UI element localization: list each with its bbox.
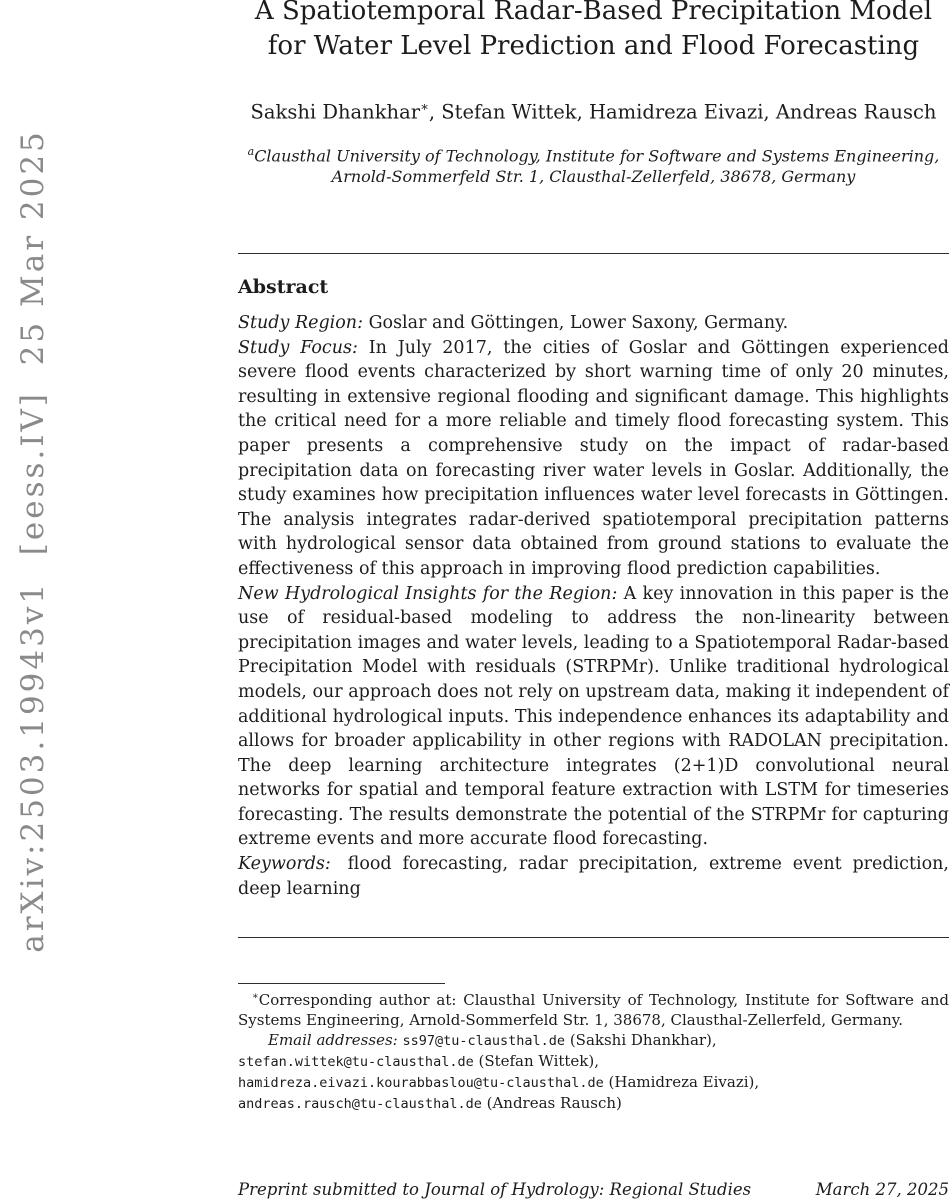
abstract-new-insights <box>238 582 949 853</box>
study-focus-label: Study Focus: <box>238 337 358 358</box>
study-region-label: Study Region: <box>238 313 363 333</box>
divider-bottom <box>238 937 949 938</box>
email-address: hamidreza.eivazi.kourabbaslou@tu-clausthal.de <box>238 1075 604 1091</box>
footnote-mark: ∗ <box>252 991 259 1002</box>
author-corresponding-mark: ∗ <box>420 100 429 115</box>
email-address: andreas.rausch@tu-clausthal.de <box>238 1096 482 1112</box>
page-footer <box>238 1180 949 1199</box>
paper-title: A Spatiotemporal Radar-Based Precipitation Model for Water Level Prediction and Flood Forecasting <box>254 0 933 61</box>
footer-date: March 27, 2025 <box>815 1180 949 1199</box>
abstract-study-focus <box>238 336 949 582</box>
affiliation <box>238 142 949 187</box>
corresponding-author-note <box>238 987 949 1030</box>
new-insights-label: New Hydrological Insights for the Region: <box>238 583 618 604</box>
authors-line <box>238 100 949 124</box>
keywords-line <box>238 852 949 901</box>
footnote-rule <box>238 983 445 984</box>
study-region-text: Goslar and Göttingen, Lower Saxony, Germany. <box>368 313 789 333</box>
email-addresses-label: Email addresses: <box>268 1031 398 1049</box>
affiliation-mark: a <box>247 145 255 158</box>
keywords-label: Keywords: <box>238 854 331 875</box>
footnote-block <box>238 987 949 1114</box>
paper-content-column <box>238 0 949 1200</box>
affiliation-text: Clausthal University of Technology, Institute for Software and Systems Engineering, Arnold-Sommerfeld Str. 1, Clausthal-Zellerfeld, 38678, Germany <box>254 146 940 186</box>
study-focus-text: In July 2017, the cities of Goslar and Göttingen experienced severe flood events characterized by short warning time of only 20 minutes, resulting in extensive regional flooding and significant damage. This highlights the critical need for a more reliable and timely flood forecasting system. This paper presents a comprehensive study on the impact of radar-based precipitation data on forecasting river water levels in Goslar. Additionally, the study examines how precipitation influences water level forecasts in Göttingen. The analysis integrates radar-derived spatiotemporal precipitation patterns with hydrological sensor data obtained from ground stations to evaluate the effectiveness of this approach in improving flood prediction capabilities. <box>238 337 949 579</box>
abstract-heading: Abstract <box>238 276 329 298</box>
email-owner: (Andreas Rausch) <box>481 1094 622 1112</box>
email-line <box>238 1093 949 1114</box>
email-owner: (Sakshi Dhankhar), <box>565 1031 717 1049</box>
email-line <box>238 1051 949 1072</box>
divider-top <box>238 253 949 254</box>
email-address: ss97@tu-clausthal.de <box>402 1033 566 1049</box>
email-owner: (Stefan Wittek), <box>473 1052 600 1070</box>
abstract-body <box>238 311 949 901</box>
email-owner: (Hamidreza Eivazi), <box>603 1073 760 1091</box>
footer-journal-note: Preprint submitted to Journal of Hydrology: Regional Studies <box>238 1180 752 1199</box>
new-insights-text: A key innovation in this paper is the use of residual-based modeling to address the non-linearity between precipitation images and water levels, leading to a Spatiotemporal Radar-based Precipitation Model with residuals (STRPMr). Unlike traditional hydrological models, our approach does not rely on upstream data, making it independent of additional hydrological inputs. This independence enhances its adaptability and allows for broader applicability in other regions with RADOLAN precipitation. The deep learning architecture integrates (2+1)D convolutional neural networks for spatial and temporal feature extraction with LSTM for timeseries forecasting. The results demonstrate the potential of the STRPMr for capturing extreme events and more accurate flood forecasting. <box>238 583 949 850</box>
keywords-text: flood forecasting, radar precipitation, extreme event prediction, deep learning <box>238 854 949 899</box>
email-address: stefan.wittek@tu-clausthal.de <box>238 1054 474 1070</box>
corresponding-author-text: Corresponding author at: Clausthal University of Technology, Institute for Software and Systems Engineering, Arnold-Sommerfeld Str. 1, 38678, Clausthal-Zellerfeld, Germany. <box>238 991 949 1029</box>
arxiv-watermark: arXiv:2503.19943v1 [eess.IV] 25 Mar 2025 <box>15 129 51 953</box>
email-line <box>238 1072 949 1093</box>
abstract-study-region <box>238 311 949 336</box>
email-line <box>238 1030 949 1051</box>
authors-rest: , Stefan Wittek, Hamidreza Eivazi, Andreas Rausch <box>428 100 937 124</box>
author-first: Sakshi Dhankhar <box>250 100 421 124</box>
